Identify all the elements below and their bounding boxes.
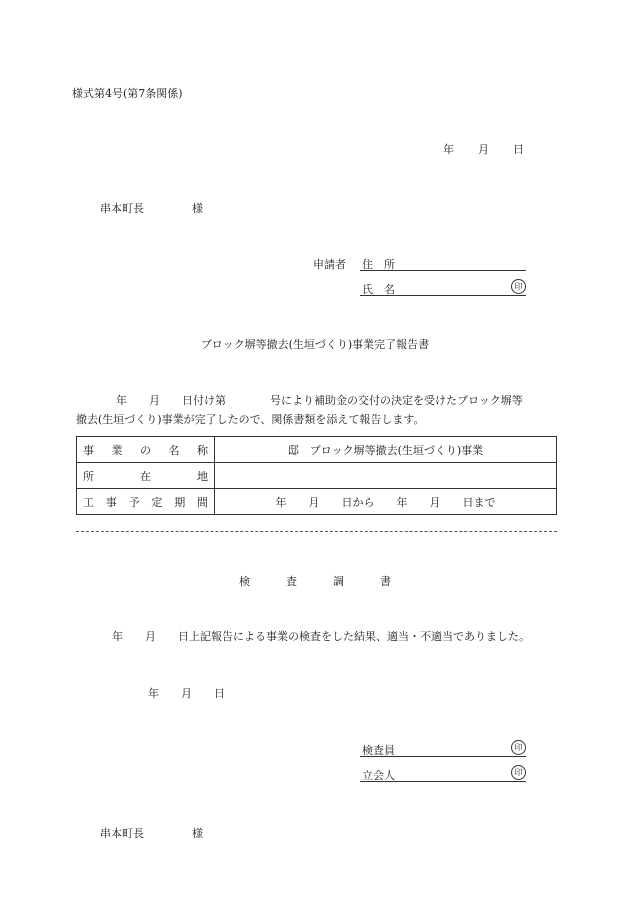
- para-month: 月: [149, 394, 160, 407]
- inspection-text: 年 月 日上記報告による事業の検査をした結果、適当・不適当でありました。: [112, 630, 530, 643]
- seal-icon: 印: [511, 765, 526, 780]
- name-label: 氏 名: [362, 283, 395, 296]
- applicant-name-field[interactable]: [360, 281, 526, 296]
- location-header: 所 在 地: [77, 463, 215, 489]
- inspector-field[interactable]: [360, 742, 526, 757]
- report-paragraph: [76, 391, 556, 429]
- applicant-address-field[interactable]: [360, 256, 526, 271]
- location-value[interactable]: [215, 463, 557, 489]
- seal-icon: 印: [511, 740, 526, 755]
- para-line2: 撤去(生垣づくり)事業が完了したので、関係書類を添えて報告します。: [76, 413, 425, 426]
- date-day: 日: [513, 143, 524, 156]
- witness-field[interactable]: [360, 767, 526, 782]
- address-label: 住 所: [362, 258, 395, 271]
- addressee-bottom-name: 串本町長: [100, 827, 144, 840]
- addressee: [100, 200, 203, 216]
- para-year: 年: [116, 394, 127, 407]
- table-row: [77, 437, 557, 463]
- addressee-name: 串本町長: [100, 202, 144, 215]
- date-month: 月: [478, 143, 489, 156]
- date-year: 年: [443, 143, 454, 156]
- schedule-value[interactable]: 年 月 日から 年 月 日まで: [215, 489, 557, 515]
- table-row: [77, 463, 557, 489]
- cut-line-divider: [76, 531, 557, 532]
- addressee-honorific: 様: [192, 202, 203, 215]
- project-name-header: 事 業 の 名 称: [77, 437, 215, 463]
- inspection-title: 検 査 調 書: [239, 575, 391, 588]
- inspection-date: 年 月 日: [148, 687, 225, 700]
- inspector-label: 検査員: [362, 744, 395, 757]
- table-row: [77, 489, 557, 515]
- addressee-bottom-honorific: 様: [192, 827, 203, 840]
- document-title: ブロック塀等撤去(生垣づくり)事業完了報告書: [200, 338, 430, 351]
- form-number: 様式第4号(第7条関係): [72, 87, 183, 100]
- para-line1-rest: 号により補助金の交付の決定を受けたブロック塀等: [270, 394, 523, 407]
- applicant-label: 申請者: [313, 258, 346, 271]
- seal-icon: 印: [511, 279, 526, 294]
- para-dated: 日付け第: [182, 394, 226, 407]
- project-name-value[interactable]: 邸 ブロック塀等撤去(生垣づくり)事業: [215, 437, 557, 463]
- project-table: [76, 436, 557, 515]
- addressee-bottom: [100, 825, 203, 841]
- report-date: [443, 141, 524, 157]
- witness-label: 立会人: [362, 769, 395, 782]
- schedule-header: 工 事 予 定 期 間: [77, 489, 215, 515]
